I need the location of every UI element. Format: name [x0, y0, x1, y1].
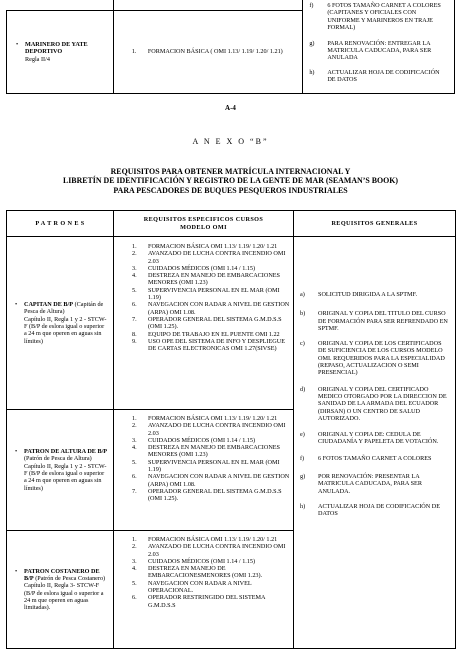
- list-item: f) 6 FOTOS TAMAÑO CARNET A COLORES: [300, 454, 432, 462]
- list-item: 2. AVANZADO DE LUCHA CONTRA INCENDIO OMI 2.03: [132, 422, 286, 437]
- list-item: d) ORIGINAL Y COPIA DEL CERTIFICADO MEDICO OTORGADO POR LA DIRECCION DE SANIDAD DE LA ARMADA DEL ECUADOR (DIRSAN) O UN CENTRO DE SALUD AUTORIZADO.: [300, 385, 447, 422]
- list-item: a) SOLICITUD DIRIGIDA A LA SPTMF.: [300, 291, 418, 298]
- list-item: 1. FORMACION BÁSICA OMI 1.13/ 1.19/ 1.20/ 1.21: [132, 536, 278, 543]
- specific-cell: [114, 410, 294, 531]
- list-item: 7. OPERADOR GENERAL DEL SISTEMA G.M.D.S.S (OMI 1.25).: [132, 315, 282, 331]
- list-item: 4. DESTREZA EN MANEJO DE EMBARCACIONES MENORES (OMI 1.23): [132, 272, 281, 287]
- document-title: REQUISITOS PARA OBTENER MATRÍCULA INTERNACIONAL Y LIBRETÍN DE IDENTIFICACIÓN Y REGISTRO DE LA GENTE DE MAR (SEAMAN’S BOOK) PARA PESCADORES DE BUQUES PESQUEROS INDUSTRIALES: [62, 167, 399, 195]
- table-header-row: [7, 211, 456, 237]
- bullet: •: [15, 301, 18, 309]
- list-item: 3. CUIDADOS MÉDICOS (OMI 1.14 / 1.15): [132, 436, 256, 444]
- patron-cell: • PATRON DE ALTURA DE B/P (Patrón de Pesca de Altura) Capítulo II, Regla 1 y 2 - STCW-F (B/P de eslora igual o superior a 24 m que operen en aguas sin límites): [7, 410, 114, 531]
- general-requirements-list: [294, 291, 455, 518]
- list-item: b) ORIGINAL Y COPIA DEL TITULO DEL CURSO DE FORMACIÓN PARA SER REFRENDADO EN SPTMF.: [300, 310, 448, 332]
- list-item: c) ORIGINAL Y COPIA DE LOS CERTIFICADOS DE SUFICIENCIA DE LOS CURSOS MODELO OMI. REQUERIDOS PARA LA ESPECIALIDAD (REPASO, ACTUALIZACION O SEMI PRESENCIAL): [300, 340, 445, 377]
- patron-cell: • CAPITAN DE B/P (Capitán de Pesca de Altura) Capítulo II, Regla 1 y 2 - STCW-F (B/P de eslora igual o superior a 24 m que operen en aguas sin límites): [7, 237, 114, 410]
- list-item: h) ACTUALIZAR HOJA DE CODIFICACIÓN DE DATOS: [309, 68, 440, 84]
- anexo-heading: A N E X O “B”: [192, 137, 269, 146]
- list-item: g) PARA RENOVACIÓN: ENTREGAR LA MATRICULA CADUCADA, PARA SER ANULADA: [309, 39, 432, 62]
- list-item: 3. CUIDADOS MÉDICOS (OMI 1.14 / 1.15): [132, 264, 256, 272]
- header-especificos: REQUISITOS ESPECIFICOS CURSOS MODELO OMI: [114, 211, 294, 237]
- top-general-list: [303, 2, 454, 84]
- list-item: 1. FORMACION BÁSICA OMI 1.13/ 1.19/ 1.20/ 1.21: [132, 243, 278, 250]
- header-patrones: P A T R O N E S: [7, 211, 114, 237]
- bullet: •: [15, 567, 18, 575]
- list-item: 1. FORMACION BÁSICA OMI 1.13/ 1.19/ 1.20/ 1.21: [132, 415, 278, 422]
- continuation-table: [6, 0, 455, 94]
- list-item: e) ORIGINAL Y COPIA DE: CEDULA DE CIUDADANÍA Y PAPELETA DE VOTACIÓN.: [300, 431, 439, 446]
- bullet: •: [16, 40, 19, 48]
- list-item: 3. CUIDADOS MÉDICOS (OMI 1.14 / 1.15): [132, 557, 256, 565]
- list-item: 6. OPERADOR RESTRINGIDO DEL SISTEMA G.M.D.S.S: [132, 594, 266, 609]
- list-item: g) POR RENOVACIÓN: PRESENTAR LA MATRICULA CADUCADA, PARA SER ANULADA.: [300, 473, 422, 495]
- specific-cell: [114, 531, 294, 649]
- list-item: 7. OPERADOR GENERAL DEL SISTEMA G.M.D.S.S (OMI 1.25).: [132, 487, 282, 503]
- list-item: 5. SUPERVIVENCIA PERSONAL EN EL MAR (OMI 1.19): [132, 286, 280, 302]
- list-item: 1. FORMACION BÁSICA ( OMI 1.13/ 1.19/ 1.20/ 1.21): [131, 48, 283, 56]
- list-item: 5. NAVEGACION CON RADAR A NIVEL OPERACIONAL.: [132, 579, 252, 595]
- list-item: 2. AVANZADO DE LUCHA CONTRA INCENDIO OMI 2.03: [132, 543, 286, 558]
- list-item: 8. EQUIPO DE TRABAJO EN EL PUENTE OMI 1.22: [132, 330, 280, 338]
- top-course-cell: [113, 11, 303, 94]
- table-row: [7, 237, 456, 410]
- list-item: 4. DESTREZA EN MANEJO DE EMBARCACIONESMENORES (OMI 1.23).: [132, 565, 263, 580]
- list-item: 4. DESTREZA EN MANEJO DE EMBARCACIONES MENORES (OMI 1.23): [132, 444, 281, 459]
- list-item: 6. NAVEGACION CON RADAR A NIVEL DE GESTION (ARPA) OMI 1.08.: [132, 473, 290, 488]
- requirements-table: [6, 210, 456, 649]
- bullet: •: [15, 448, 18, 456]
- specific-cell: [114, 237, 294, 410]
- page-marker: A-4: [225, 104, 236, 112]
- list-item: h) ACTUALIZAR HOJA DE CODIFICACIÓN DE DATOS: [300, 502, 441, 518]
- general-requirements-cell: [294, 237, 456, 649]
- list-item: 2. AVANZADO DE LUCHA CONTRA INCENDIO OMI 2.03: [132, 250, 286, 265]
- list-item: f) 6 FOTOS TAMAÑO CARNET A COLORES (CAPITANES Y OFICIALES CON UNIFORME Y MARINEROS EN TRAJE FORMAL): [309, 2, 441, 32]
- list-item: 9. USO OPE DEL SISTEMA DE INFO Y DESPLIEGUE DE CARTAS ELECTRONICAS OMI 1.27(SIVSE): [132, 337, 285, 353]
- table-row: [7, 0, 455, 11]
- top-general-cell: [303, 0, 455, 94]
- patron-cell: • PATRON COSTANERO DE B/P (Patrón de Pesca Costanero) Capítulo II, Regla 3- STCW-F (B/P de eslora igual o superior a 24 m que operen en aguas limitadas).: [7, 531, 114, 649]
- list-item: 5. SUPERVIVENCIA PERSONAL EN EL MAR (OMI 1.19): [132, 458, 280, 474]
- list-item: 6. NAVEGACION CON RADAR A NIVEL DE GESTION (ARPA) OMI 1.08.: [132, 301, 290, 316]
- top-patron-cell: • MARINERO DE YATE DEPORTIVO Regla II/4: [7, 11, 114, 94]
- header-generales: REQUISITOS GENERALES: [294, 211, 456, 237]
